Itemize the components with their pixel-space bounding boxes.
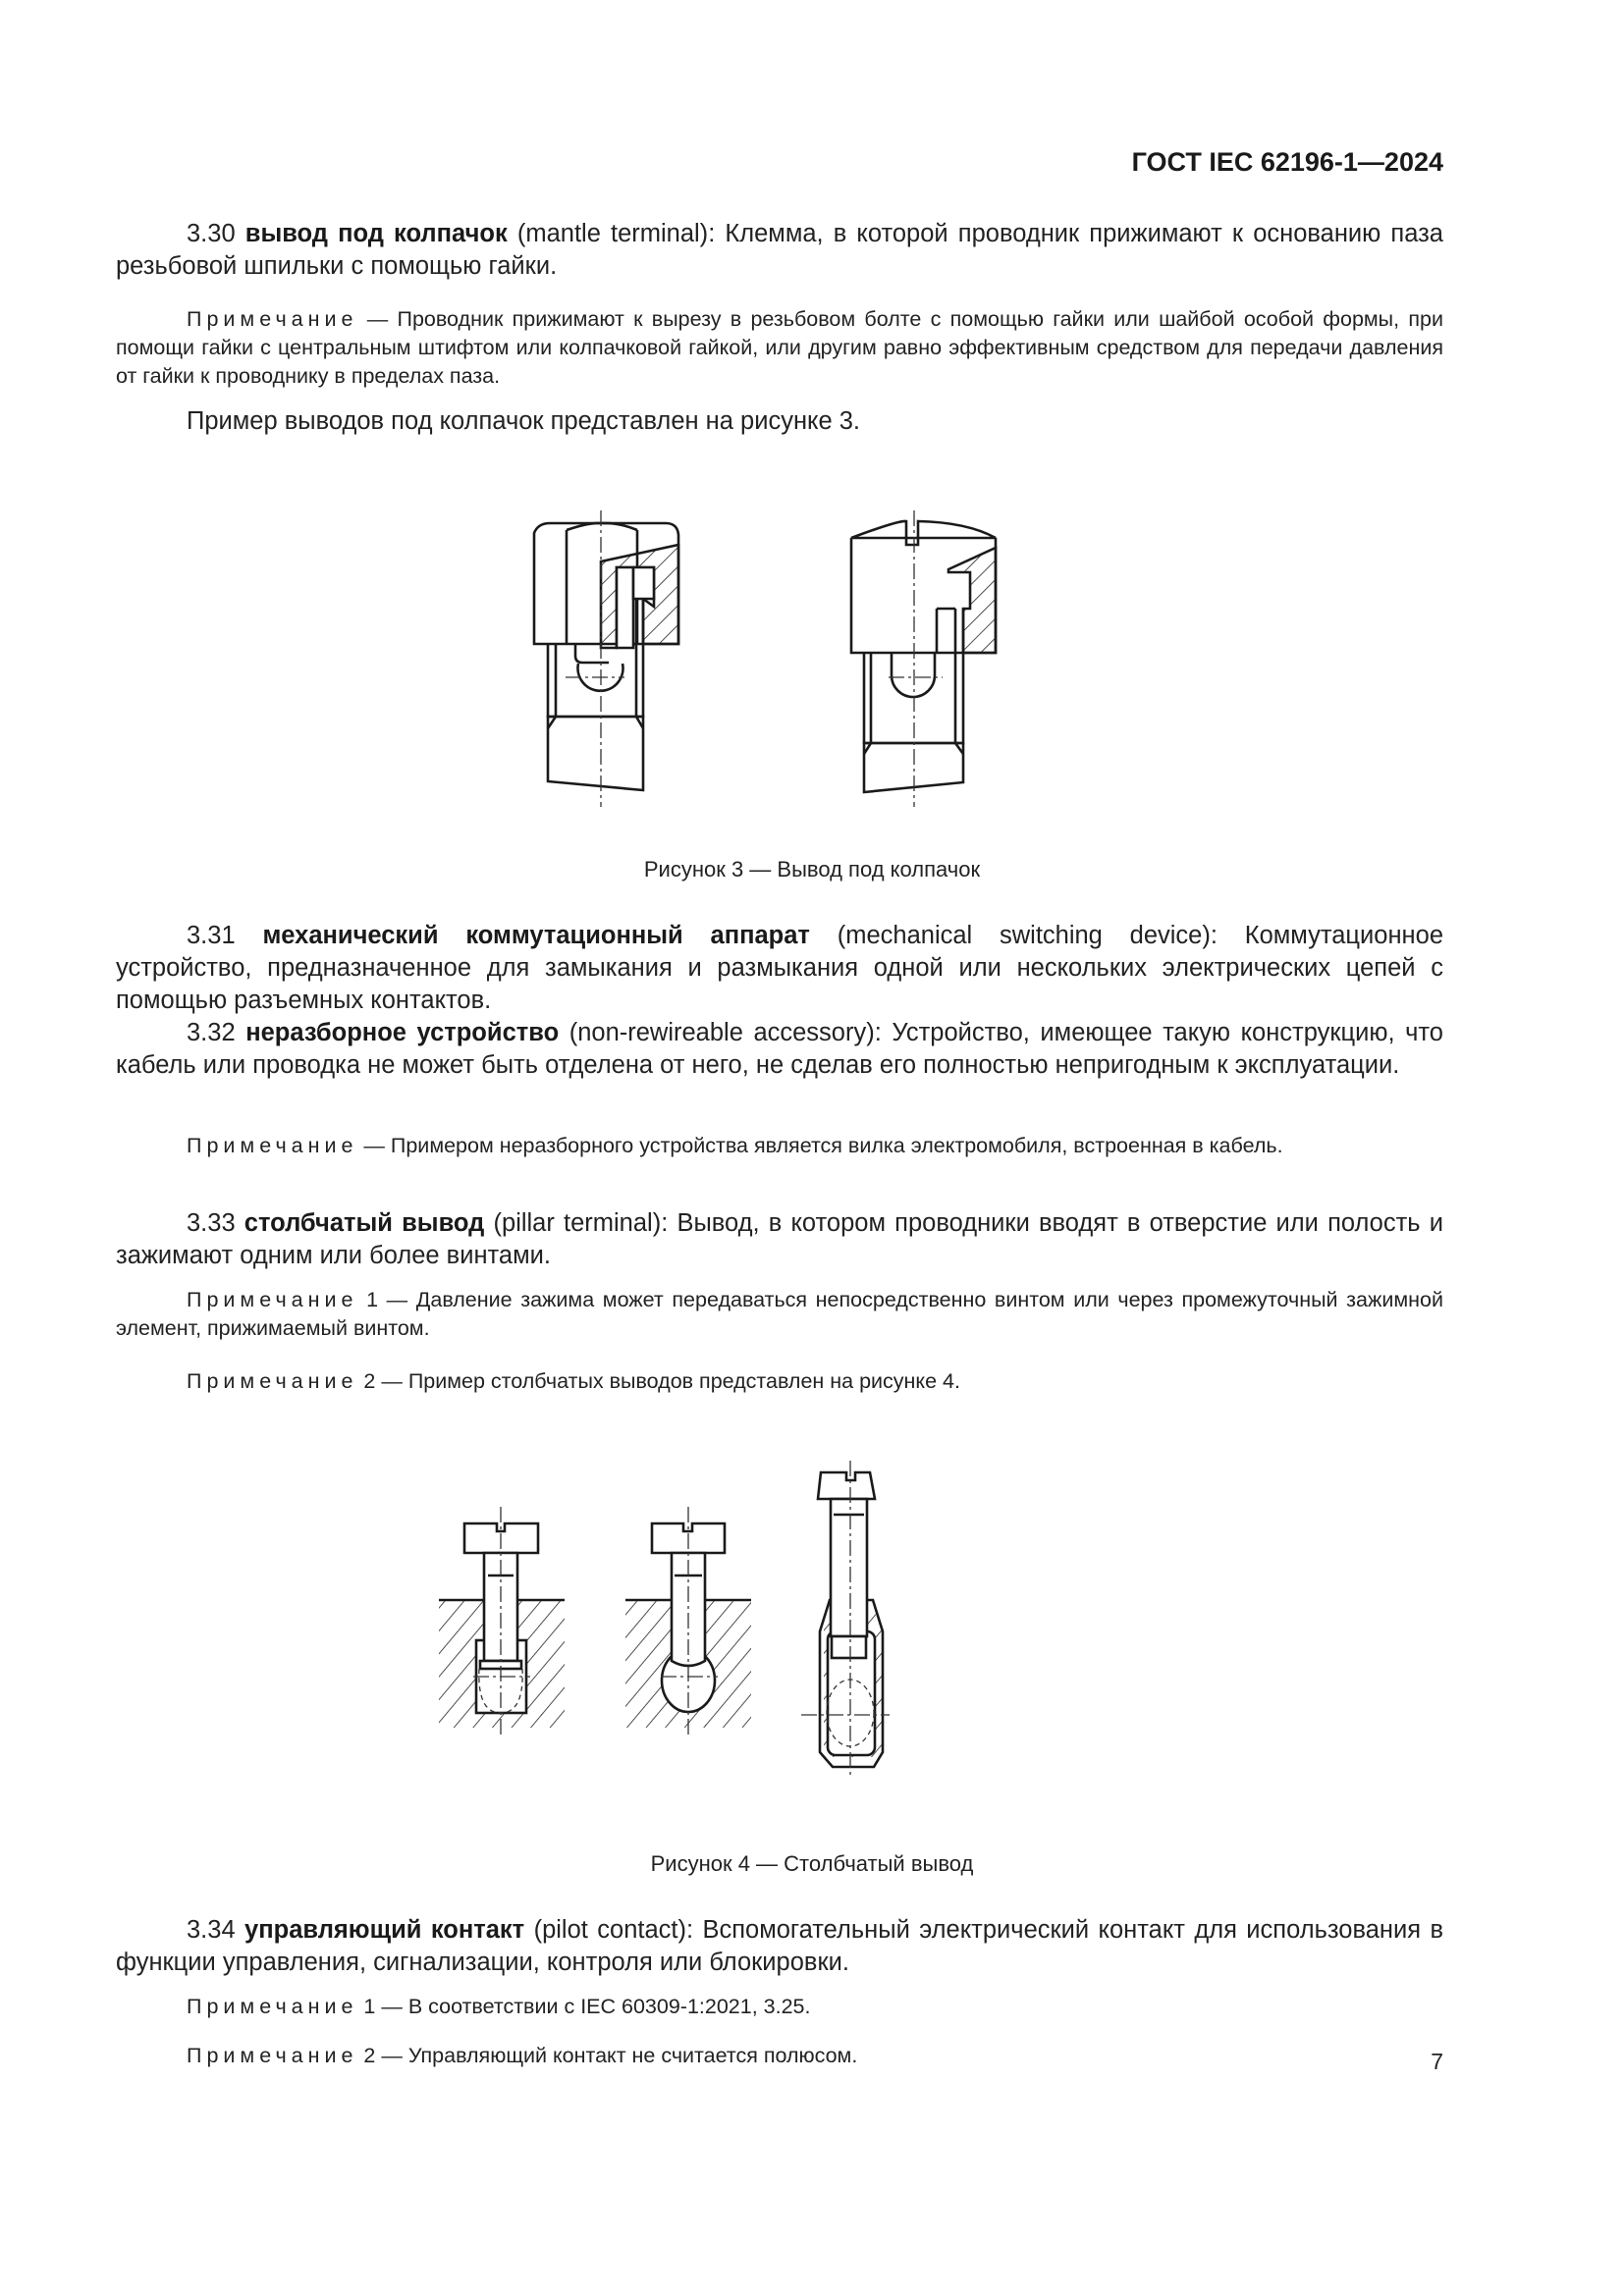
- term: управляющий контакт: [244, 1916, 525, 1944]
- definition: : Клемма, в которой проводник прижимают к основанию паза резьбовой шпильки с помощью гайки.: [116, 220, 1443, 280]
- term-en: (non-rewireable accessory): [568, 1019, 875, 1046]
- note-label: Примечание: [187, 307, 358, 331]
- section-3-33: [116, 1207, 1443, 1272]
- clause-number: 3.32: [187, 1019, 236, 1046]
- note-1-3-33: [116, 1286, 1443, 1343]
- section-3-32: [116, 1017, 1443, 1082]
- section-3-34: [116, 1914, 1443, 1979]
- definition: : Коммутационное устройство, предназначенное для замыкания и размыкания одной или нескольких электрических цепей с помощью разъемных контактов.: [116, 922, 1443, 1014]
- note-label: Примечание: [187, 1288, 358, 1311]
- figure-3-caption: Рисунок 3 — Вывод под колпачок: [643, 857, 981, 881]
- definition: : Вспомогательный электрический контакт для использования в функции управления, сигнализации, контроля или блокировки.: [116, 1916, 1443, 1976]
- term: вывод под колпачок: [244, 220, 508, 247]
- figure-4-pillar-terminal-drawing: [0, 1453, 1624, 1826]
- term-en: (mantle terminal): [516, 220, 709, 247]
- note-1-3-34: [116, 1993, 1443, 2021]
- document-header: ГОСТ IEC 62196-1—2024: [1131, 147, 1443, 177]
- note-label: Примечание: [187, 1134, 358, 1157]
- note-2-3-33: [116, 1367, 1443, 1396]
- note-3-32: [116, 1132, 1443, 1160]
- definition: : Устройство, имеющее такую конструкцию, что кабель или проводка не может быть отделена от него, не сделав его полностью непригодным к эксплуатации.: [116, 1019, 1443, 1079]
- note-label: Примечание: [187, 2044, 358, 2067]
- note-text: 2 — Пример столбчатых выводов представлен на рисунке 4.: [357, 1369, 960, 1393]
- term-en: (pillar terminal): [493, 1209, 662, 1237]
- note-text: — Проводник прижимают к вырезу в резьбовом болте с помощью гайки или шайбой особой формы, при помощи гайки с центральным штифтом или колпачковой гайкой, или другим равно эффективным средством для передачи давления от гайки к проводнику в пределах паза.: [116, 307, 1443, 388]
- term: столбчатый вывод: [244, 1209, 485, 1237]
- note-label: Примечание: [187, 1995, 358, 2018]
- example-text: Пример выводов под колпачок представлен на рисунке 3.: [187, 407, 860, 435]
- figure-4-caption: Рисунок 4 — Столбчатый вывод: [650, 1851, 974, 1876]
- clause-number: 3.31: [187, 922, 236, 949]
- note-text: 2 — Управляющий контакт не считается полюсом.: [357, 2044, 858, 2067]
- clause-number: 3.34: [187, 1916, 236, 1944]
- definition: : Вывод, в котором проводники вводят в отверстие или полость и зажимают одним или более винтами.: [116, 1209, 1443, 1269]
- note-text: 1 — В соответствии с IEC 60309-1:2021, 3.25.: [357, 1995, 811, 2018]
- term: механический коммутационный аппарат: [262, 922, 810, 949]
- figure-3-mantle-terminal-drawing: [0, 0, 1624, 864]
- clause-number: 3.33: [187, 1209, 236, 1237]
- page-number: 7: [1431, 2049, 1443, 2074]
- note-text: 1 — Давление зажима может передаваться непосредственно винтом или через промежуточный зажимной элемент, прижимаемый винтом.: [116, 1288, 1443, 1340]
- note-2-3-34: [116, 2042, 1443, 2070]
- term: неразборное устройство: [245, 1019, 560, 1046]
- section-3-31: [116, 920, 1443, 1017]
- note-text: — Примером неразборного устройства является вилка электромобиля, встроенная в кабель.: [357, 1134, 1283, 1157]
- term-en: (mechanical switching device): [837, 922, 1211, 949]
- term-en: (pilot contact): [533, 1916, 686, 1944]
- clause-number: 3.30: [187, 220, 236, 247]
- note-label: Примечание: [187, 1369, 358, 1393]
